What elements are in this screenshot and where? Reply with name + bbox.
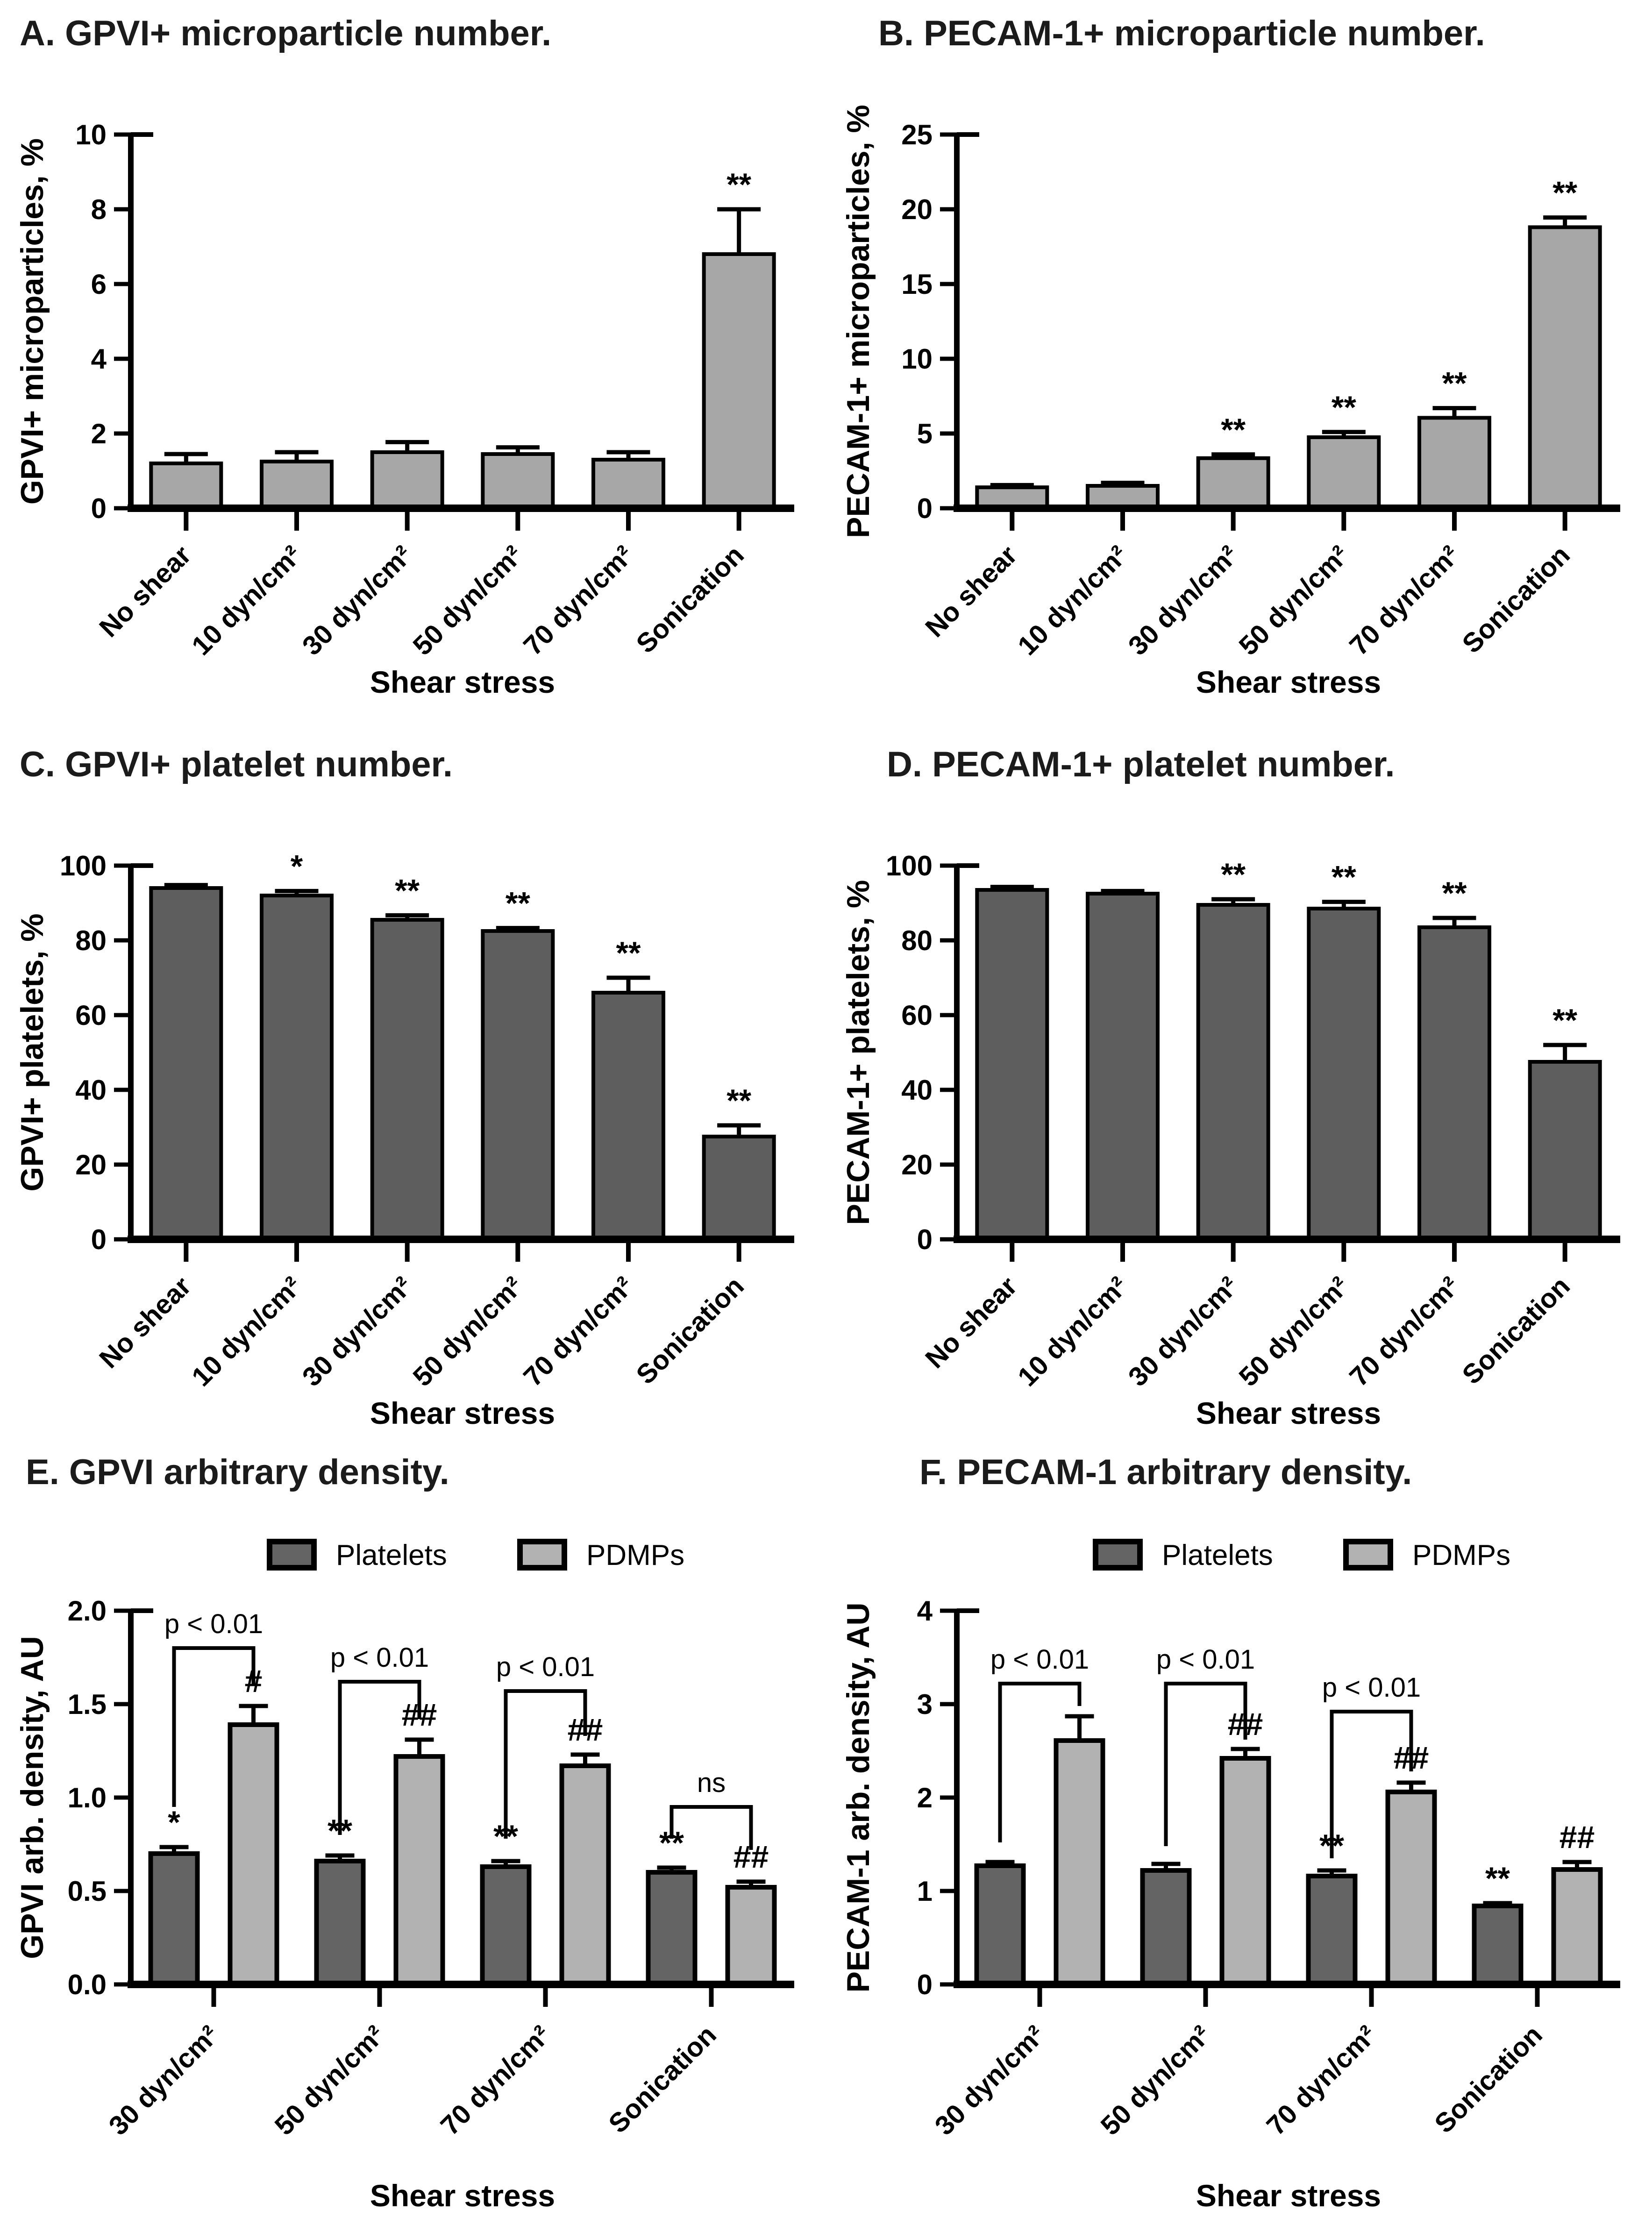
x-axis-label: Shear stress — [1196, 665, 1381, 699]
y-axis-label: GPVI arb. density, AU — [14, 1636, 50, 1959]
x-tick-label: 70 dyn/cm² — [1260, 2019, 1382, 2141]
x-tick-label: 70 dyn/cm² — [434, 2019, 556, 2141]
y-tick-label: 4 — [917, 1595, 933, 1627]
x-axis-label: Shear stress — [1196, 2178, 1381, 2213]
panel-c — [0, 731, 826, 1450]
legend-label-platelets: Platelets — [1162, 1539, 1273, 1571]
legend-swatch-pdmps — [1346, 1542, 1390, 1568]
bar-platelets-c3 — [648, 1872, 695, 1984]
y-tick-label: 2 — [91, 418, 107, 449]
bar-c4 — [593, 993, 663, 1239]
bar-c4 — [593, 460, 663, 508]
bracket-label: p < 0.01 — [1322, 1672, 1421, 1703]
bar-pdmps-c0 — [1056, 1741, 1103, 1984]
y-tick-label: 0 — [917, 1224, 933, 1255]
y-tick-label: 20 — [901, 194, 933, 225]
x-tick-label: 10 dyn/cm² — [185, 540, 308, 661]
sig-label: ** — [1485, 1861, 1510, 1896]
x-tick-label: 50 dyn/cm² — [1233, 1271, 1355, 1393]
panel-f-chart — [826, 1503, 1652, 2232]
bracket-label: ns — [697, 1768, 726, 1798]
sig-label: ** — [616, 935, 641, 971]
sig-label: ** — [505, 885, 530, 921]
y-tick-label: 60 — [75, 1000, 107, 1031]
bracket-label: p < 0.01 — [164, 1609, 263, 1639]
x-tick-label: 50 dyn/cm² — [1095, 2019, 1217, 2141]
legend-label-pdmps: PDMPs — [1412, 1539, 1511, 1571]
y-tick-label: 10 — [75, 119, 107, 150]
y-tick-label: 100 — [885, 850, 933, 881]
bar-pdmps-c1 — [396, 1756, 443, 1984]
panel-d-title: D. PECAM-1+ platelet number. — [887, 745, 1395, 784]
bar-pdmps-c3 — [728, 1887, 775, 1984]
y-tick-label: 2 — [917, 1782, 933, 1813]
sig-label: ** — [1319, 1828, 1344, 1863]
x-tick-label: No shear — [93, 1271, 197, 1374]
panel-b — [826, 0, 1652, 718]
panel-a-chart — [0, 64, 826, 718]
y-tick-label: 4 — [91, 343, 107, 375]
y-tick-label: 0 — [917, 493, 933, 524]
y-tick-label: 40 — [901, 1074, 933, 1106]
y-tick-label: 100 — [59, 850, 107, 881]
bar-platelets-c0 — [151, 1854, 198, 1984]
y-axis-label: GPVI+ platelets, % — [14, 913, 50, 1192]
y-tick-label: 6 — [91, 269, 107, 300]
y-tick-label: 10 — [901, 343, 933, 375]
x-tick-label: 30 dyn/cm² — [1122, 540, 1244, 661]
y-tick-label: 80 — [75, 925, 107, 956]
legend-label-pdmps: PDMPs — [586, 1539, 685, 1571]
panel-b-chart — [826, 64, 1652, 718]
panel-d-chart — [826, 796, 1652, 1450]
bar-pdmps-c3 — [1554, 1869, 1601, 1984]
sig-label: ** — [726, 1083, 752, 1118]
panel-e-title: E. GPVI arbitrary density. — [26, 1452, 449, 1492]
panel-a-title: A. GPVI+ microparticle number. — [20, 14, 552, 53]
y-tick-label: 20 — [75, 1149, 107, 1180]
sig-label: ** — [1552, 175, 1578, 211]
sig-label: ## — [1393, 1740, 1429, 1776]
x-tick-label: Sonication — [1429, 2019, 1548, 2139]
sig-label: ** — [659, 1825, 684, 1861]
panel-f — [826, 1439, 1652, 2232]
sig-label: * — [290, 848, 303, 884]
legend-swatch-platelets — [1096, 1542, 1140, 1568]
x-tick-label: 50 dyn/cm² — [407, 1271, 529, 1393]
bar-c5 — [704, 254, 774, 508]
sig-label: ** — [493, 1819, 518, 1854]
x-tick-label: 50 dyn/cm² — [1233, 540, 1355, 661]
bar-c2 — [1198, 905, 1268, 1239]
y-tick-label: 8 — [91, 194, 107, 225]
x-tick-label: 70 dyn/cm² — [517, 1271, 640, 1393]
bar-c3 — [1309, 437, 1379, 508]
y-tick-label: 1.0 — [67, 1782, 107, 1813]
x-tick-label: 70 dyn/cm² — [1343, 540, 1466, 661]
bar-c1 — [1088, 894, 1158, 1239]
sig-label: # — [244, 1663, 263, 1699]
panel-e-chart — [0, 1503, 826, 2232]
bar-c1 — [262, 462, 332, 508]
bar-pdmps-c1 — [1222, 1758, 1269, 1984]
y-tick-label: 60 — [901, 1000, 933, 1031]
sig-label: ** — [1331, 389, 1356, 425]
y-tick-label: 15 — [901, 269, 933, 300]
sig-label: ## — [567, 1712, 603, 1748]
y-tick-label: 1.5 — [67, 1689, 107, 1720]
bar-c2 — [372, 920, 442, 1239]
bar-platelets-c3 — [1474, 1906, 1521, 1984]
bracket-label: p < 0.01 — [330, 1642, 429, 1673]
x-tick-label: Sonication — [603, 2019, 722, 2139]
sig-label: ** — [328, 1813, 352, 1848]
panel-e — [0, 1439, 826, 2232]
bar-c2 — [372, 452, 442, 508]
x-tick-label: 30 dyn/cm² — [103, 2019, 225, 2141]
legend-swatch-platelets — [270, 1542, 314, 1568]
x-axis-label: Shear stress — [370, 665, 555, 699]
y-tick-label: 2.0 — [67, 1595, 107, 1627]
legend-swatch-pdmps — [520, 1542, 564, 1568]
x-axis-label: Shear stress — [370, 1396, 555, 1430]
panel-d — [826, 731, 1652, 1450]
sig-label: ** — [1221, 412, 1246, 448]
bar-pdmps-c2 — [1388, 1792, 1435, 1984]
bar-pdmps-c2 — [562, 1766, 609, 1984]
x-tick-label: Sonication — [1456, 1271, 1576, 1390]
x-tick-label: 30 dyn/cm² — [296, 1271, 418, 1393]
x-tick-label: Sonication — [630, 540, 750, 659]
x-tick-label: 50 dyn/cm² — [407, 540, 529, 661]
sig-label: ** — [395, 873, 420, 909]
bracket-label: p < 0.01 — [1156, 1644, 1255, 1675]
bar-c2 — [1198, 458, 1268, 508]
bar-c0 — [151, 463, 221, 508]
y-tick-label: 20 — [901, 1149, 933, 1180]
bar-c5 — [704, 1137, 774, 1239]
panel-a — [0, 0, 826, 718]
sig-label: ## — [401, 1697, 437, 1733]
sig-label: ** — [1221, 857, 1246, 892]
bar-platelets-c1 — [317, 1861, 363, 1984]
y-axis-label: PECAM-1+ microparticles, % — [840, 105, 876, 538]
y-tick-label: 0 — [91, 1224, 107, 1255]
y-tick-label: 25 — [901, 119, 933, 150]
y-tick-label: 3 — [917, 1689, 933, 1720]
bracket-label: p < 0.01 — [496, 1652, 595, 1682]
x-tick-label: Sonication — [630, 1271, 750, 1390]
x-tick-label: 30 dyn/cm² — [1122, 1271, 1244, 1393]
bar-platelets-c2 — [483, 1867, 529, 1984]
bar-pdmps-c0 — [230, 1725, 277, 1984]
sig-label: ** — [1442, 875, 1467, 911]
bar-c4 — [1419, 418, 1489, 508]
bar-c1 — [262, 896, 332, 1239]
x-tick-label: 30 dyn/cm² — [929, 2019, 1051, 2141]
bar-c0 — [977, 890, 1047, 1239]
x-tick-label: Sonication — [1456, 540, 1576, 659]
x-axis-label: Shear stress — [1196, 1396, 1381, 1430]
bar-platelets-c2 — [1309, 1876, 1355, 1984]
panel-c-chart — [0, 796, 826, 1450]
x-tick-label: No shear — [93, 540, 197, 643]
y-tick-label: 0.5 — [67, 1876, 107, 1907]
sig-label: ** — [726, 167, 752, 202]
panel-c-title: C. GPVI+ platelet number. — [20, 745, 453, 784]
x-tick-label: No shear — [919, 1271, 1023, 1374]
bar-c3 — [483, 454, 553, 508]
sig-label: ** — [1552, 1002, 1578, 1038]
x-tick-label: 50 dyn/cm² — [269, 2019, 391, 2141]
y-axis-label: PECAM-1+ platelets, % — [840, 880, 876, 1225]
y-tick-label: 0 — [91, 493, 107, 524]
legend-label-platelets: Platelets — [336, 1539, 447, 1571]
y-tick-label: 0.0 — [67, 1969, 107, 2000]
x-tick-label: 70 dyn/cm² — [517, 540, 640, 661]
x-tick-label: 10 dyn/cm² — [185, 1271, 308, 1393]
bar-c5 — [1530, 1062, 1600, 1239]
sig-label: * — [168, 1805, 180, 1840]
panel-b-title: B. PECAM-1+ microparticle number. — [878, 14, 1485, 53]
bar-c3 — [1309, 909, 1379, 1239]
bracket-label: p < 0.01 — [990, 1644, 1089, 1675]
x-tick-label: 30 dyn/cm² — [296, 540, 418, 661]
y-tick-label: 80 — [901, 925, 933, 956]
panel-f-title: F. PECAM-1 arbitrary density. — [919, 1452, 1412, 1492]
y-tick-label: 1 — [917, 1876, 933, 1907]
x-axis-label: Shear stress — [370, 2178, 555, 2213]
sig-label: ## — [733, 1839, 769, 1875]
sig-label: ## — [1559, 1820, 1595, 1855]
x-tick-label: 70 dyn/cm² — [1343, 1271, 1466, 1393]
sig-label: ## — [1227, 1706, 1263, 1742]
sig-label: ** — [1331, 859, 1356, 895]
x-tick-label: No shear — [919, 540, 1023, 643]
y-tick-label: 0 — [917, 1969, 933, 2000]
bar-c4 — [1419, 927, 1489, 1239]
sig-label: ** — [1442, 365, 1467, 401]
bar-c5 — [1530, 227, 1600, 508]
y-tick-label: 40 — [75, 1074, 107, 1106]
bar-c0 — [151, 888, 221, 1239]
x-tick-label: 10 dyn/cm² — [1011, 540, 1134, 661]
bar-platelets-c0 — [977, 1866, 1024, 1984]
bar-c3 — [483, 931, 553, 1239]
y-axis-label: PECAM-1 arb. density, AU — [840, 1602, 876, 1993]
x-tick-label: 10 dyn/cm² — [1011, 1271, 1134, 1393]
y-axis-label: GPVI+ microparticles, % — [14, 138, 50, 505]
y-tick-label: 5 — [917, 418, 933, 449]
bar-platelets-c1 — [1143, 1870, 1189, 1984]
